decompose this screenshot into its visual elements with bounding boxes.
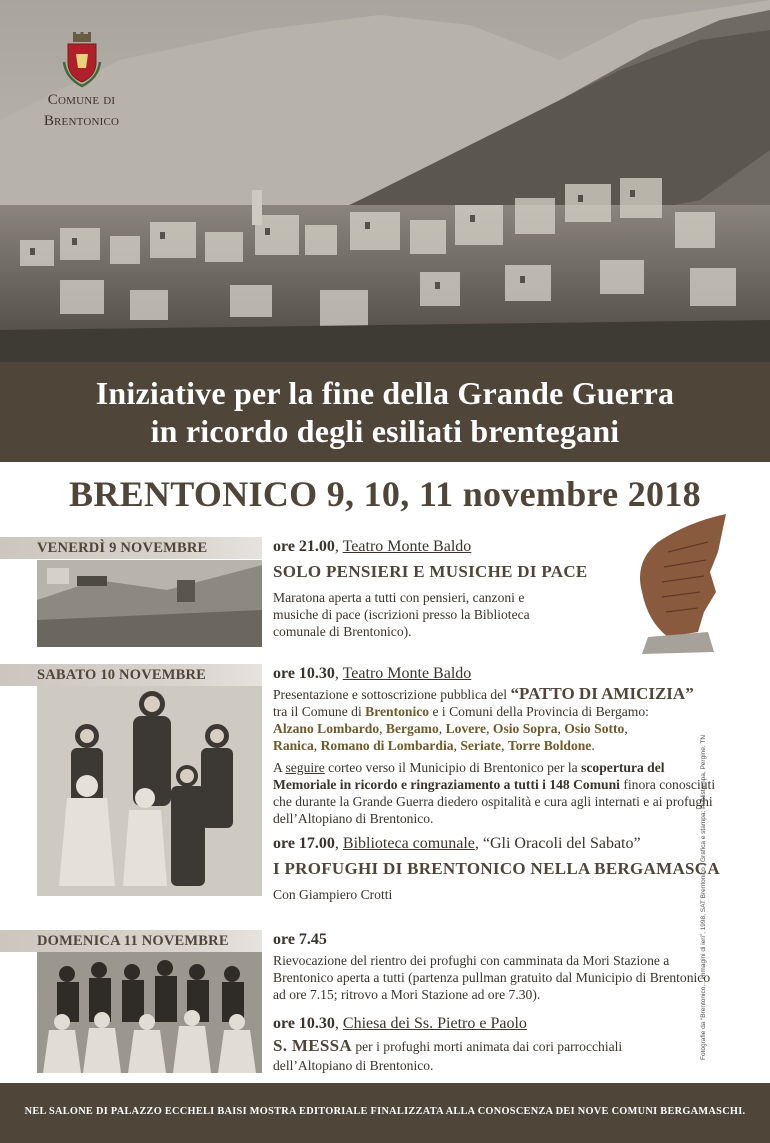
sat-ev1-line2b: e i Comuni della Provincia di Bergamo:	[432, 704, 649, 719]
sat-ev2-place: Biblioteca comunale	[342, 835, 475, 852]
sat-ev2-quote: “Gli Oracoli del Sabato”	[482, 835, 641, 852]
sunday-event-1	[273, 929, 733, 1003]
sat-ev1-patto: “PATTO DI AMICIZIA”	[510, 684, 694, 703]
sun-ev2-text	[273, 1035, 683, 1074]
memorial-sculpture-image	[628, 512, 730, 657]
municipality-name-line2: Brentonico	[43, 113, 120, 129]
town-name: Osio Sotto	[564, 721, 625, 736]
sun-ev1-time-line	[273, 929, 733, 951]
sat-ev1-time-line: ore 10.30, Teatro Monte Baldo	[273, 665, 472, 682]
day-label-sunday	[0, 930, 262, 952]
sat-towns-line2: Ranica, Romano di Lombardia, Seriate, Torre Boldone.	[273, 738, 595, 753]
coat-of-arms-icon	[62, 32, 102, 88]
saturday-event-1	[273, 663, 743, 827]
sun-ev1-desc: Rievocazione del rientro dei profughi con camminata da Mori Stazione a Brentonico aperta a tutti (partenza pullman gratuito dal Municipio di Brentonico ad ore 7.15; ritrovo a Mori Stazione ad ore 7.30).	[273, 953, 711, 1002]
sat-ev1-p2c: finora conosciuti che durante la Grande Guerra diedero ospitalità e cura agli internati e ai profughi dell’Altopiano di Brentonico.	[273, 777, 716, 826]
friday-event-desc: Maratona aperta a tutti con pensieri, canzoni e musiche di pace (iscrizioni presso la Biblioteca comunale di Brentonico).	[273, 590, 530, 639]
friday-event-title: SOLO PENSIERI E MUSICHE DI PACE	[273, 562, 588, 581]
town-name: Seriate	[460, 738, 502, 753]
sat-ev1-time: ore 10.30	[273, 665, 335, 682]
sun-ev2-time: ore 10.30	[273, 1015, 335, 1032]
friday-event	[273, 536, 633, 640]
sat-ev1-p2a: A	[273, 760, 283, 775]
friday-time: ore 21.00	[273, 538, 335, 555]
sat-ev2-guest: Con Giampiero Crotti	[273, 887, 393, 902]
friday-time-line: ore 21.00, Teatro Monte Baldo	[273, 538, 472, 555]
sun-ev2-time-line: ore 10.30, Chiesa dei Ss. Pietro e Paolo	[273, 1015, 527, 1032]
day-label-friday	[0, 537, 262, 559]
sat-towns-line1: Alzano Lombardo, Bergamo, Lovere, Osio Sopra, Osio Sotto,	[273, 721, 628, 736]
date-heading: BRENTONICO 9, 10, 11 novembre 2018	[69, 474, 701, 514]
town-name: Osio Sopra	[492, 721, 558, 736]
day-label-text: VENERDÌ 9 NOVEMBRE	[37, 540, 208, 556]
sun-ev2-place: Chiesa dei Ss. Pietro e Paolo	[342, 1015, 527, 1032]
photo-family-portrait	[37, 686, 262, 896]
saturday-event-2	[273, 833, 743, 903]
town-name: Alzano Lombardo	[273, 721, 380, 736]
town-name: Bergamo	[385, 721, 439, 736]
hero-photo	[0, 0, 770, 362]
photo-group-of-women	[37, 952, 262, 1073]
sat-ev2-time: ore 17.00	[273, 835, 335, 852]
sun-ev2-title: S. MESSA	[273, 1036, 352, 1055]
day-label-text: SABATO 10 NOVEMBRE	[37, 667, 207, 683]
town-name: Torre Boldone	[507, 738, 592, 753]
side-credit: Fotografie da “Brentonico... immagini di ieri”, 1998, SAT Brentonico | Grafica e stampa: Publistampa, Pergine, TN	[700, 734, 707, 1060]
day-label-text: DOMENICA 11 NOVEMBRE	[37, 933, 229, 949]
sat-ev1-line2	[273, 703, 743, 720]
sun-ev1-time: ore 7.45	[273, 931, 327, 948]
sat-ev2-title: I PROFUGHI DI BRENTONICO NELLA BERGAMASCA	[273, 859, 720, 878]
town-name: Lovere	[445, 721, 487, 736]
sunday-event-2	[273, 1013, 733, 1074]
sat-ev1-seguire: seguire	[285, 760, 325, 775]
town-name: Ranica	[273, 738, 314, 753]
sat-ev1-place: Teatro Monte Baldo	[342, 665, 472, 682]
municipality-logo	[34, 32, 129, 130]
main-title-line2: in ricordo degli esiliati brentegani	[150, 413, 620, 449]
main-title-line1: Iniziative per la fine della Grande Guerra	[95, 375, 675, 411]
sat-ev1-p2b: corteo verso il Municipio di Brentonico per la	[328, 760, 578, 775]
title-band	[0, 362, 770, 462]
sat-ev2-time-line: ore 17.00, Biblioteca comunale, “Gli Oracoli del Sabato”	[273, 835, 641, 852]
sat-ev1-paragraph2	[273, 759, 718, 827]
friday-place: Teatro Monte Baldo	[342, 538, 472, 555]
sat-ev1-brentonico: Brentonico	[365, 704, 430, 719]
day-label-saturday	[0, 664, 262, 686]
photo-landscape-ruins	[37, 560, 262, 647]
town-name: Romano di Lombardia	[320, 738, 454, 753]
sun-ev2-desc: per i profughi morti animata dai cori parrocchiali dell’Altopiano di Brentonico.	[273, 1039, 623, 1073]
municipality-name-line1: Comune di	[47, 92, 116, 108]
footer-band: NEL SALONE DI PALAZZO ECCHELI BAISI MOSTRA EDITORIALE FINALIZZATA ALLA CONOSCENZA DEI NOVE COMUNI BERGAMASCHI.	[0, 1083, 770, 1143]
sat-ev1-line2a: tra il Comune di	[273, 704, 362, 719]
sat-ev1-intro-line	[273, 685, 743, 703]
sat-ev1-intro: Presentazione e sottoscrizione pubblica del	[273, 687, 508, 702]
sat-ev1-scopertura: scopertura del Memoriale in ricordo e ringraziamento a tutti i 148 Comuni	[273, 760, 665, 792]
